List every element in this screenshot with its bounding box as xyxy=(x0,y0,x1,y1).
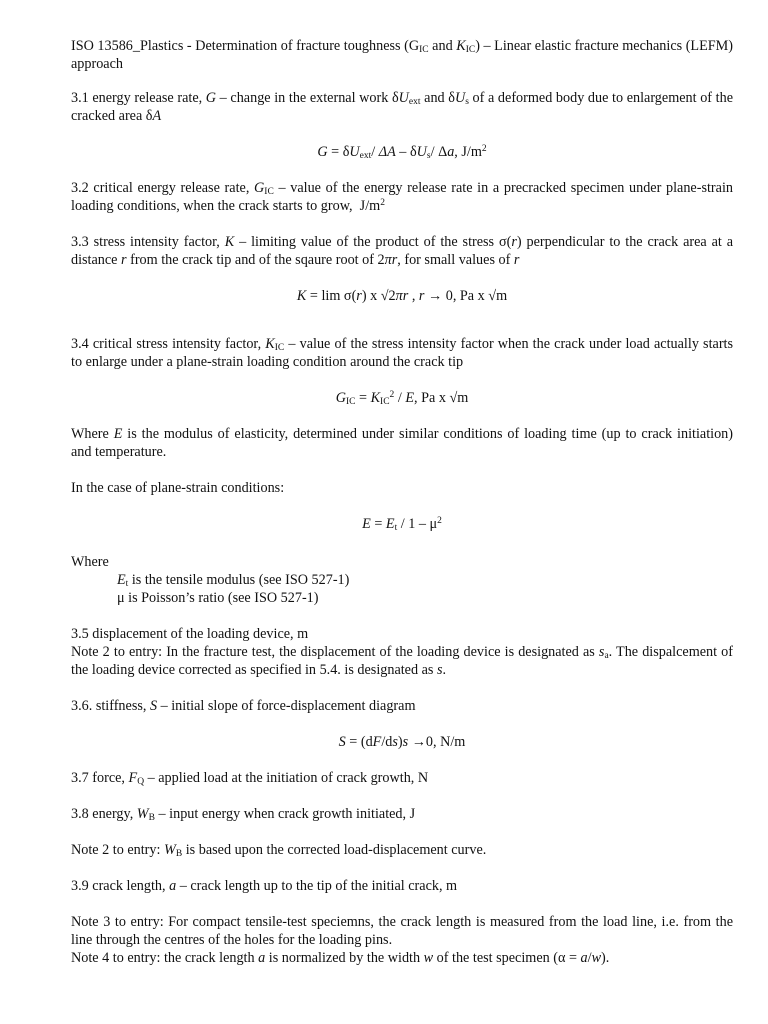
definition-3-6: 3.6. stiffness, S – initial slope of force-displacement diagram xyxy=(71,698,416,714)
plane-strain-intro: In the case of plane-strain conditions: xyxy=(71,480,285,496)
definition-3-7: 3.7 force, $F_Q$ – applied load at the initiation of crack growth, N xyxy=(71,770,429,787)
note-3-9-b: Note 4 to entry: the crack length a is normalized by the width w of the test specimen (α = a/w). xyxy=(71,950,610,966)
definition-3-4: 3.4 critical stress intensity factor, $K_{IC}$ – value of the stress intensity factor when the crack under load actually starts to enlarge under a plane-strain loading condition around the crack tip xyxy=(71,336,734,370)
definition-3-8: 3.8 energy, $W_B$ – input energy when crack growth initiated, J xyxy=(71,806,416,823)
modulus-explanation: Where E is the modulus of elasticity, determined under similar conditions of loading time (up to crack initiation) and temperature. xyxy=(71,426,733,460)
definition-3-9: 3.9 crack length, a – crack length up to the tip of the initial crack, m xyxy=(71,878,458,894)
note-3-5: Note 2 to entry: In the fracture test, the displacement of the loading device is designated as $s_a$. The dispalcement of the loading device corrected as specified in 5.4. is designated as s. xyxy=(71,644,733,678)
tensile-modulus-note: $E_t$ is the tensile modulus (see ISO 527-1) xyxy=(117,572,350,589)
definition-3-2: 3.2 critical energy release rate, $G_{IC}$ – value of the energy release rate in a precracked specimen under plane-strain loading conditions, when the crack starts to grow, $J/m^2$ xyxy=(71,180,733,214)
definition-3-3: 3.3 stress intensity factor, K – limiting value of the product of the stress σ(r) perpendicular to the crack area at a distance r from the crack tip and of the sqaure root of 2πr, for small values of r xyxy=(71,234,734,268)
definition-3-5: 3.5 displacement of the loading device, m xyxy=(71,626,309,642)
note-3-8: Note 2 to entry: $W_B$ is based upon the corrected load-displacement curve. xyxy=(71,842,487,859)
equation-modulus: $E = E_t / 1 - \mu^2$ xyxy=(362,516,442,533)
equation-stress-intensity: K = lim σ(r) x √2πr , r → 0, Pa x √m xyxy=(296,288,508,304)
note-3-9-a: Note 3 to entry: For compact tensile-test speciemns, the crack length is measured from the load line, i.e. from the line through the centres of the holes for the loading pins. xyxy=(71,914,733,948)
definition-3-1: 3.1 energy release rate, G – change in the external work $\delta U_{ext}$ and $\delta U_s$ of a deformed body due to enlargement of the cracked area δA xyxy=(71,90,733,124)
equation-critical-energy: $G_{IC} = K_{IC}^2 / E$, Pa x √m xyxy=(335,390,469,407)
where-label: Where xyxy=(71,554,109,570)
document-page xyxy=(71,37,733,967)
document-title: ISO 13586_Plastics - Determination of fracture toughness ($G_{IC}$ and $K_{IC}$) – Linear elastic fracture mechanics (LEFM) approach xyxy=(71,38,733,72)
poisson-ratio-note: μ is Poisson’s ratio (see ISO 527-1) xyxy=(117,590,319,606)
equation-stiffness: S = (dF/ds)s →0, N/m xyxy=(338,734,466,750)
equation-energy-release-rate: $G = \delta U_{ext}/$ ΔA – $\delta U_s/$ Δa, $J/m^2$ xyxy=(317,144,487,161)
